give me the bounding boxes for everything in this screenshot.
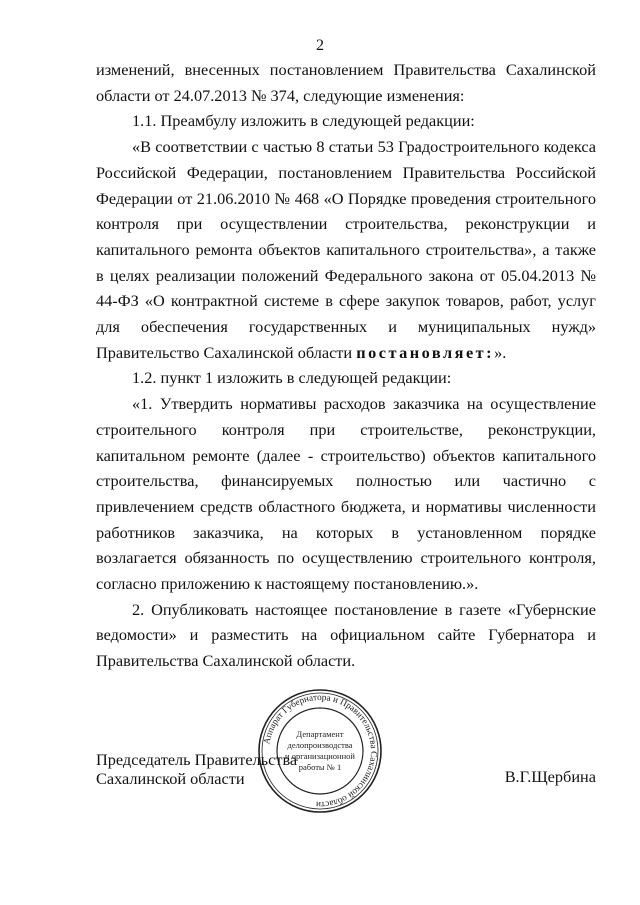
paragraph-1-1: 1.1. Преамбулу изложить в следующей редакции:: [132, 111, 475, 131]
stamp-line-2: делопроизводства: [287, 740, 353, 750]
stamp-line-4: работы № 1: [298, 762, 342, 772]
preamble-emphasis: постановляет:: [356, 342, 495, 362]
stamp-line-3: и организационной: [285, 751, 355, 761]
signatory-title-line-1: Председатель Правительства: [96, 750, 298, 769]
paragraph-point-1-quote: «1. Утвердить нормативы расходов заказчика на осуществление строительного контроля при строительстве, реконструкции, капитальном ремонте (далее - строительство) объектов капитального строительства, финансируемых полностью или частично с привлечением средств областного бюджета, и нормативы численности работников заказчика, на которых в установленном порядке возлагается обязанность по осуществлению строительного контроля, согласно приложению к настоящему постановлению.».: [96, 394, 596, 594]
signatory-name: В.Г.Щербина: [504, 767, 596, 786]
paragraph-2: 2. Опубликовать настоящее постановление в газете «Губернские ведомости» и разместить на официальном сайте Губернатора и Правительства Сахалинской области.: [96, 599, 596, 671]
document-body: [96, 57, 596, 674]
paragraph-intro-continuation: изменений, внесенных постановлением Правительства Сахалинской области от 24.07.2013 № 374, следующие изменения:: [96, 60, 596, 105]
preamble-end: ».: [494, 342, 507, 362]
paragraph-1-2: 1.2. пункт 1 изложить в следующей редакции:: [132, 368, 452, 388]
page-number: 2: [316, 37, 324, 54]
stamp-ring-text: Аппарат Губернатора и Правительства Сахалинской области: [261, 691, 380, 811]
signatory-title-line-2: Сахалинской области: [96, 769, 245, 788]
signatory-title: [96, 750, 297, 788]
paragraph-preamble-quote: [96, 134, 596, 365]
stamp-line-1: Департамент: [296, 729, 344, 739]
preamble-text: «В соответствии с частью 8 статьи 53 Градостроительного кодекса Российской Федерации, постановлением Правительства Российской Федерации от 21.06.2010 № 468 «О Порядке проведения строительного контроля при осуществлении строительства, реконструкции и капитального ремонта объектов капитального строительства», а также в целях реализации положений Федерального закона от 05.04.2013 № 44-ФЗ «О контрактной системе в сфере закупок товаров, работ, услуг для обеспечения государственных и муниципальных нужд» Правительство Сахалинской области: [96, 137, 596, 362]
